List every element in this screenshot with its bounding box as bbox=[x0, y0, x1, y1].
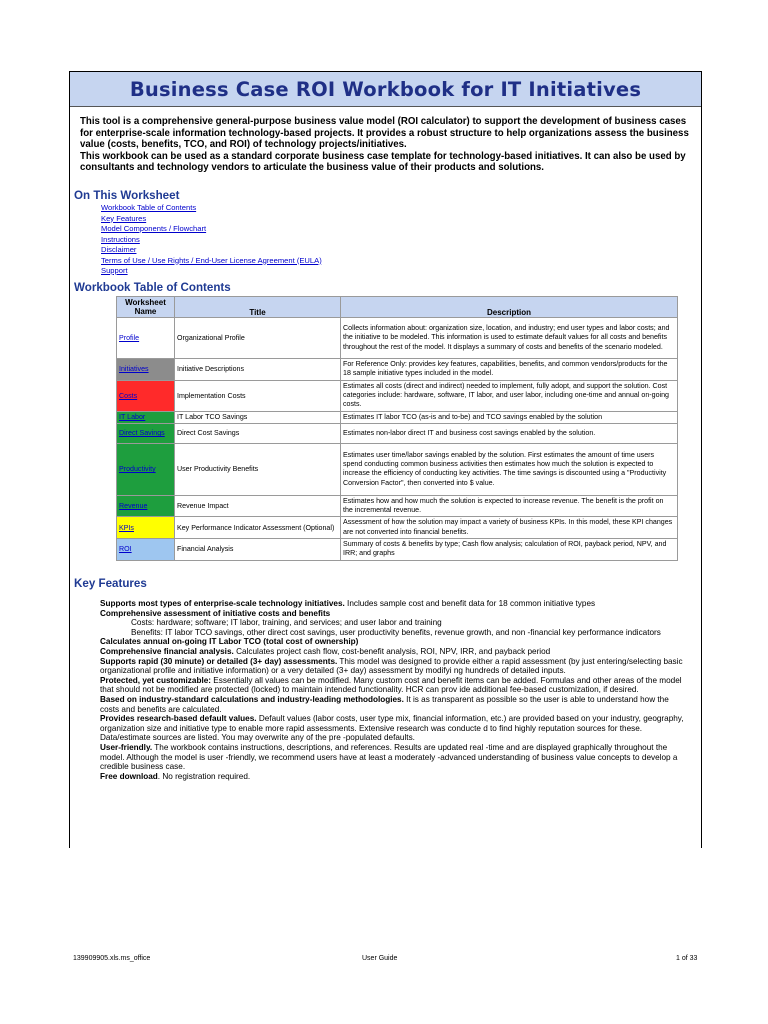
worksheet-description-cell: Estimates non-labor direct IT and business cost savings enabled by the solution. bbox=[341, 423, 678, 443]
feature-item bbox=[100, 714, 690, 743]
feature-title: Free download bbox=[100, 771, 158, 781]
worksheet-description-cell: Estimates all costs (direct and indirect) needed to implement, fully adopt, and support the solution. Cost categories include: hardware, software, IT labor, and user labor, including one-time and annual on-going costs. bbox=[341, 380, 678, 411]
feature-text: Default values (labor costs, user type mix, financial information, etc.) are provided based on your industry, geography, organization size and initiative type to enable more rapid assessments. Extensive research was conducte d to find highly reputation sources for these. Data/estimate sources are listed. You may overwrite any of the pre -populated defaults. bbox=[100, 714, 684, 743]
link-key-features[interactable]: Key Features bbox=[101, 213, 147, 223]
feature-text: Essentially all values can be modified. Many custom cost and benefit items can be added. Formulas and other areas of the model that should not be modified are protected (locked) to maintain intended functionality. HCR can prov ide additional fee-based customization, if desired. bbox=[100, 675, 682, 695]
feature-text: This model was designed to provide either a rapid assessment (by just entering/selecting basic organizational profile and initiative information) or a very detailed (3+ day) assessment by modifyi ng hundreds of detailed inputs. bbox=[100, 656, 683, 676]
worksheet-link[interactable]: Revenue bbox=[119, 502, 148, 511]
table-row bbox=[117, 517, 678, 539]
feature-text: It is as transparent as possible so the user is able to understand how the costs and benefits are calculated. bbox=[100, 694, 669, 714]
feature-title: User-friendly. bbox=[100, 742, 153, 752]
feature-title: Calculates annual on-going IT Labor TCO (total cost of ownership) bbox=[100, 637, 359, 647]
feature-text: . No registration required. bbox=[157, 771, 251, 781]
worksheet-title-cell: Revenue Impact bbox=[175, 495, 341, 517]
link-support[interactable]: Support bbox=[101, 266, 128, 275]
footer-section: User Guide bbox=[362, 955, 398, 962]
table-row bbox=[117, 495, 678, 517]
worksheet-description-cell: For Reference Only: provides key features, capabilities, benefits, and common vendors/products for the 18 sample initiative types included in the model. bbox=[341, 359, 678, 381]
column-header-name: Worksheet Name bbox=[117, 297, 175, 318]
worksheet-title-cell: Initiative Descriptions bbox=[175, 359, 341, 381]
worksheet-name-cell bbox=[117, 495, 175, 517]
on-this-worksheet-heading: On This Worksheet bbox=[74, 189, 180, 202]
worksheet-name-cell bbox=[117, 423, 175, 443]
worksheet-description-cell: Collects information about: organization size, location, and industry; end user types and labor costs; and the initiative to be modeled. This information is used to estimate default values for all costs and benefits throughout the rest of the model. It displays a summary of costs and benefits of the scenario modeled. bbox=[341, 318, 678, 359]
footer-filename: 139909905.xls.ms_office bbox=[73, 955, 151, 962]
title-banner bbox=[70, 72, 701, 107]
feature-item bbox=[100, 743, 690, 772]
worksheet-name-cell bbox=[117, 443, 175, 495]
feature-item bbox=[100, 695, 690, 714]
table-row bbox=[117, 318, 678, 359]
worksheet-name-cell bbox=[117, 517, 175, 539]
toc-header-row bbox=[117, 297, 678, 318]
link-model-components[interactable]: Model Components / Flowchart bbox=[101, 224, 207, 233]
worksheet-title-cell: User Productivity Benefits bbox=[175, 443, 341, 495]
worksheet-description-cell: Estimates IT labor TCO (as-is and to-be) and TCO savings enabled by the solution bbox=[341, 411, 678, 423]
feature-title: Comprehensive assessment of initiative costs and benefits bbox=[100, 608, 331, 618]
feature-text: The workbook contains instructions, descriptions, and references. Results are updated real -time and are displayed graphically throughout the model. Although the model is user -friendly, we recommend users have at least a moderately -advanced understanding of business value concepts to develop a credible business case. bbox=[100, 742, 678, 772]
worksheet-frame bbox=[69, 71, 702, 848]
worksheet-name-cell bbox=[117, 411, 175, 423]
feature-item bbox=[100, 609, 690, 619]
worksheet-description-cell: Summary of costs & benefits by type; Cash flow analysis; calculation of ROI, payback period, NPV, and IRR; and graphs bbox=[341, 539, 678, 561]
feature-title: Based on industry-standard calculations and industry-leading methodologies. bbox=[100, 694, 404, 704]
feature-sub-item: Benefits: IT labor TCO savings, other direct cost savings, user productivity benefits, revenue growth, and non -financial key performance indicators bbox=[131, 627, 661, 637]
worksheet-link[interactable]: ROI bbox=[119, 545, 132, 554]
feature-item bbox=[100, 647, 690, 657]
table-row bbox=[117, 539, 678, 561]
worksheet-link[interactable]: Initiatives bbox=[119, 365, 149, 374]
feature-title: Protected, yet customizable: bbox=[100, 675, 212, 685]
worksheet-title-cell: IT Labor TCO Savings bbox=[175, 411, 341, 423]
worksheet-link[interactable]: Costs bbox=[119, 391, 138, 400]
intro-paragraph: This tool is a comprehensive general-purpose business value model (ROI calculator) to support the development of business cases for enterprise-scale information technology-based projects. It provides a robust structure to help organizations assess the business value (costs, benefits, TCO, and ROI) of technology projects/initiatives. bbox=[80, 116, 689, 150]
worksheet-link[interactable]: IT Labor bbox=[119, 413, 146, 422]
column-header-title: Title bbox=[175, 297, 341, 318]
worksheet-name-cell bbox=[117, 318, 175, 359]
worksheet-link[interactable]: Profile bbox=[119, 334, 140, 342]
worksheet-title-cell: Implementation Costs bbox=[175, 380, 341, 411]
feature-item bbox=[100, 676, 690, 695]
worksheet-link[interactable]: Direct Savings bbox=[119, 429, 165, 438]
feature-title: Provides research-based default values. bbox=[100, 714, 257, 724]
link-terms-of-use[interactable]: Terms of Use / Use Rights / End-User License Agreement (EULA) bbox=[101, 255, 322, 265]
worksheet-title-cell: Financial Analysis bbox=[175, 539, 341, 561]
table-row bbox=[117, 380, 678, 411]
key-features-heading: Key Features bbox=[74, 577, 147, 590]
table-row bbox=[117, 423, 678, 443]
page-title: Business Case ROI Workbook for IT Initiatives bbox=[129, 77, 642, 101]
link-table-of-contents[interactable]: Workbook Table of Contents bbox=[101, 203, 197, 212]
feature-sub-item: Costs: hardware; software; IT labor, training, and services; and user labor and training bbox=[131, 618, 442, 628]
worksheet-title-cell: Key Performance Indicator Assessment (Optional) bbox=[175, 517, 341, 539]
worksheet-description-cell: Estimates how and how much the solution is expected to increase revenue. The benefit is the profit on the incremental revenue. bbox=[341, 495, 678, 517]
key-features-list bbox=[100, 599, 690, 781]
feature-item bbox=[100, 637, 690, 647]
intro-text bbox=[80, 116, 690, 174]
link-disclaimer[interactable]: Disclaimer bbox=[101, 245, 137, 254]
feature-title: Supports most types of enterprise-scale technology initiatives. bbox=[100, 599, 345, 608]
feature-item bbox=[100, 657, 690, 676]
table-row bbox=[117, 443, 678, 495]
worksheet-title-cell: Organizational Profile bbox=[175, 318, 341, 359]
worksheet-name-cell bbox=[117, 380, 175, 411]
link-instructions[interactable]: Instructions bbox=[101, 234, 140, 244]
worksheet-description-cell: Assessment of how the solution may impact a variety of business KPIs. In this model, these KPI changes are not converted into financial benefits. bbox=[341, 517, 678, 539]
feature-title: Comprehensive financial analysis. bbox=[100, 646, 234, 656]
feature-item bbox=[100, 599, 690, 609]
toc-heading: Workbook Table of Contents bbox=[74, 281, 231, 294]
table-row bbox=[117, 411, 678, 423]
toc-table bbox=[116, 296, 678, 561]
worksheet-link[interactable]: KPIs bbox=[119, 523, 134, 532]
worksheet-link[interactable]: Productivity bbox=[119, 465, 156, 474]
feature-text: Calculates project cash flow, cost-benefit analysis, ROI, NPV, IRR, and payback period bbox=[233, 646, 551, 656]
feature-item bbox=[100, 772, 690, 782]
worksheet-links bbox=[101, 203, 322, 277]
column-header-description: Description bbox=[341, 297, 678, 318]
worksheet-name-cell bbox=[117, 539, 175, 561]
table-row bbox=[117, 359, 678, 381]
worksheet-title-cell: Direct Cost Savings bbox=[175, 423, 341, 443]
worksheet-name-cell bbox=[117, 359, 175, 381]
footer-page-number: 1 of 33 bbox=[676, 955, 698, 962]
feature-title: Supports rapid (30 minute) or detailed (3+ day) assessments. bbox=[100, 656, 338, 666]
worksheet-description-cell: Estimates user time/labor savings enabled by the solution. First estimates the amount of time users spend conducting common business activities then estimates how much the solution is expected to increase the efficiency of conducting key activities. The time savings is discounted using a "Productivity Conversion Factor", then converted into $ value. bbox=[341, 443, 678, 495]
feature-text: Includes sample cost and benefit data for 18 common initiative types bbox=[344, 599, 596, 608]
intro-paragraph: This workbook can be used as a standard corporate business case template for technology-based initiatives. It can also be used by consultants and technology vendors to articulate the business value of their products and solutions. bbox=[80, 150, 686, 173]
